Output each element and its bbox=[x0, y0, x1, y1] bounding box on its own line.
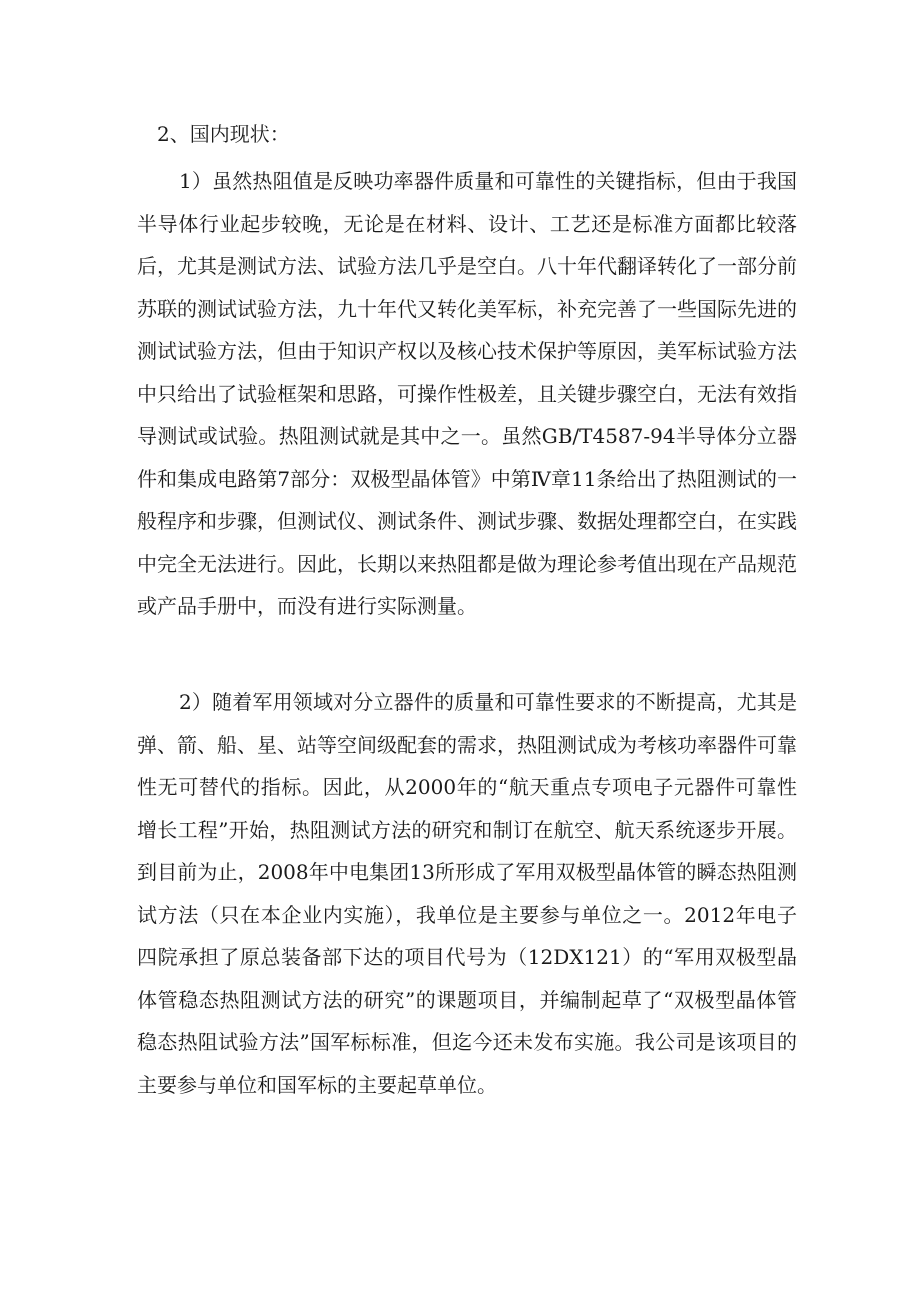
section-heading: 2、国内现状： bbox=[157, 122, 290, 146]
paragraph-2: 2）随着军用领域对分立器件的质量和可靠性要求的不断提高，尤其是弹、箭、船、星、站等空间级配套的需求，热阻测试成为考核功率器件可靠性无可替代的指标。因此，从2000年的“航天重点专项电子元器件可靠性增长工程”开始，热阻测试方法的研究和制订在航空、航天系统逐步开展。到目前为止，2008年中电集团13所形成了军用双极型晶体管的瞬态热阻测试方法（只在本企业内实施），我单位是主要参与单位之一。2012年电子四院承担了原总装备部下达的项目代号为（12DX121）的“军用双极型晶体管稳态热阻测试方法的研究”的课题项目，并编制起草了“双极型晶体管稳态热阻试验方法”国军标标准，但迄今还未发布实施。我公司是该项目的主要参与单位和国军标的主要起草单位。 bbox=[137, 690, 797, 1097]
paragraph-1: 1）虽然热阻值是反映功率器件质量和可靠性的关键指标，但由于我国半导体行业起步较晚，无论是在材料、设计、工艺还是标准方面都比较落后，尤其是测试方法、试验方法几乎是空白。八十年代翻译转化了一部分前苏联的测试试验方法，九十年代又转化美军标，补充完善了一些国际先进的测试试验方法，但由于知识产权以及核心技术保护等原因，美军标试验方法中只给出了试验框架和思路，可操作性极差，且关键步骤空白，无法有效指导测试或试验。热阻测试就是其中之一。虽然GB/T4587-94半导体分立器件和集成电路第7部分：双极型晶体管》中第Ⅳ章11条给出了热阻测试的一般程序和步骤，但测试仪、测试条件、测试步骤、数据处理都空白，在实践中完全无法进行。因此，长期以来热阻都是做为理论参考值出现在产品规范或产品手册中，而没有进行实际测量。 bbox=[137, 169, 797, 618]
